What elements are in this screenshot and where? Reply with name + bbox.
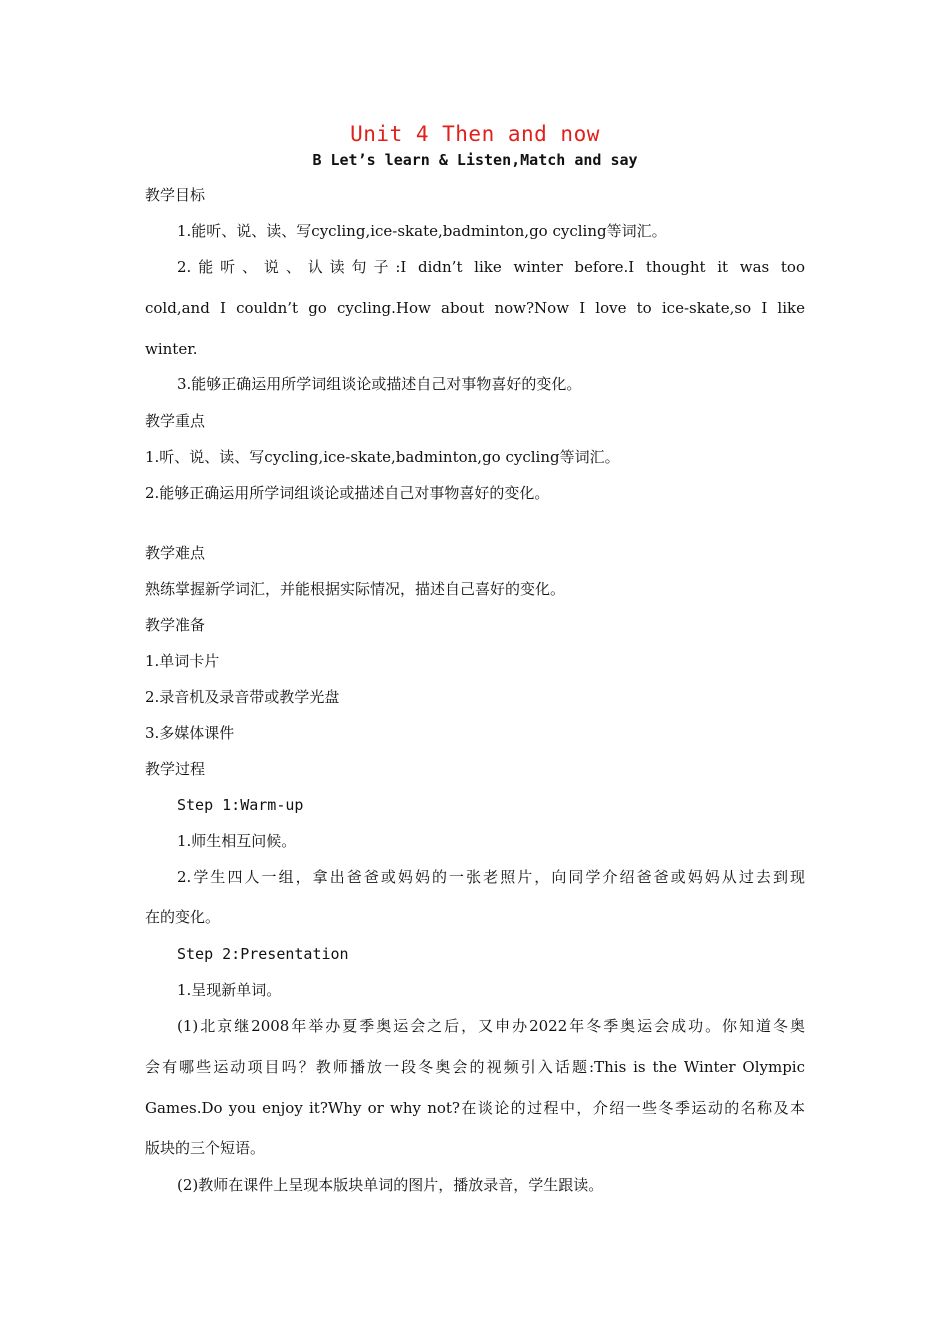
step-1-item-1: 1.师生相互问候。 bbox=[177, 832, 297, 850]
step-1-item-2-line1: 2.学生四人一组，拿出爸爸或妈妈的一张老照片，向同学介绍爸爸或妈妈从过去到现 bbox=[177, 868, 805, 886]
preparation-1: 1.单词卡片 bbox=[145, 652, 220, 670]
objective-1: 1.能听、说、读、写cycling,ice-skate,badminton,go cycling等词汇。 bbox=[177, 222, 667, 240]
page-subtitle: B Let’s learn & Listen,Match and say bbox=[312, 151, 638, 169]
step-2-para-1-line4: 版块的三个短语。 bbox=[145, 1139, 266, 1157]
step-2-para-1-line2: 会有哪些运动项目吗？教师播放一段冬奥会的视频引入话题:This is the Winter Olympic bbox=[145, 1058, 805, 1076]
section-heading-preparation: 教学准备 bbox=[145, 616, 206, 634]
step-2-heading: Step 2:Presentation bbox=[177, 945, 349, 963]
section-heading-difficulties: 教学难点 bbox=[145, 544, 206, 562]
section-heading-process: 教学过程 bbox=[145, 760, 206, 778]
step-2-para-1-line3: Games.Do you enjoy it?Why or why not?在谈论的过程中，介绍一些冬季运动的名称及本 bbox=[145, 1099, 805, 1117]
section-heading-objectives: 教学目标 bbox=[145, 186, 206, 204]
step-1-item-2-line2: 在的变化。 bbox=[145, 908, 221, 926]
objective-2-line3: winter. bbox=[145, 340, 198, 358]
difficulty-text: 熟练掌握新学词汇，并能根据实际情况，描述自己喜好的变化。 bbox=[145, 580, 566, 598]
step-2-para-1-line1: (1)北京继2008年举办夏季奥运会之后，又申办2022年冬季奥运会成功。你知道冬奥 bbox=[177, 1017, 805, 1035]
objective-3: 3.能够正确运用所学词组谈论或描述自己对事物喜好的变化。 bbox=[177, 375, 582, 393]
step-1-heading: Step 1:Warm-up bbox=[177, 796, 304, 814]
key-point-1: 1.听、说、读、写cycling,ice-skate,badminton,go cycling等词汇。 bbox=[145, 448, 620, 466]
step-2-para-2: (2)教师在课件上呈现本版块单词的图片，播放录音，学生跟读。 bbox=[177, 1176, 604, 1194]
step-2-item-1: 1.呈现新单词。 bbox=[177, 981, 282, 999]
preparation-2: 2.录音机及录音带或教学光盘 bbox=[145, 688, 340, 706]
objective-2-line1: 2.能听、说、认读句子:I didn’t like winter before.I thought it was too bbox=[177, 258, 805, 276]
preparation-3: 3.多媒体课件 bbox=[145, 724, 235, 742]
objective-2-line2: cold,and I couldn’t go cycling.How about now?Now I love to ice-skate,so I like bbox=[145, 299, 805, 317]
key-point-2: 2.能够正确运用所学词组谈论或描述自己对事物喜好的变化。 bbox=[145, 484, 550, 502]
section-heading-key-points: 教学重点 bbox=[145, 412, 206, 430]
page-title: Unit 4 Then and now bbox=[350, 122, 600, 146]
